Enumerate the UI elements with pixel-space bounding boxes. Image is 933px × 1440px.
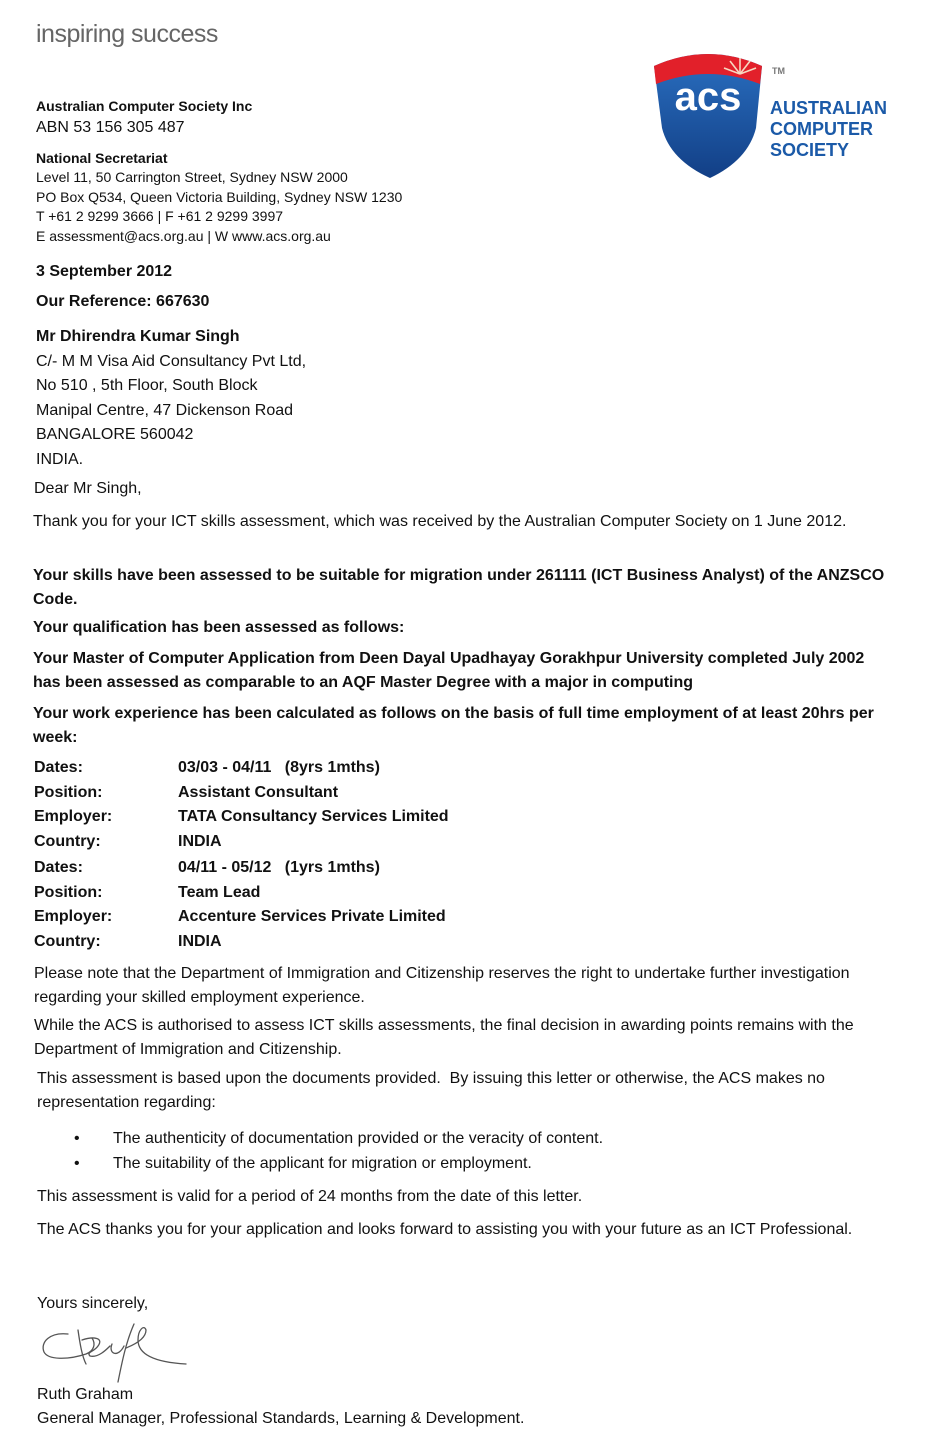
field-value: 04/11 - 05/12 (1yrs 1mths) [178, 859, 380, 876]
representation-list [74, 1126, 603, 1176]
field-value: Accenture Services Private Limited [178, 908, 446, 926]
tagline: inspiring success [36, 20, 218, 48]
address-line: Level 11, 50 Carrington Street, Sydney NSW 2000 [36, 169, 348, 185]
salutation: Dear Mr Singh, [34, 480, 142, 497]
trademark: TM [772, 66, 785, 76]
address-line: E assessment@acs.org.au | W www.acs.org.au [36, 227, 331, 244]
bullet-icon: • [74, 1130, 80, 1147]
field-value: Assistant Consultant [178, 783, 339, 801]
note-documents: This assessment is based upon the documents provided. By issuing this letter or otherwise, the ACS makes no representation regarding: [37, 1070, 830, 1111]
recipient-line: C/- M M Visa Aid Consultancy Pvt Ltd, [36, 352, 307, 370]
field-value: 03/03 - 04/11 (8yrs 1mths) [178, 759, 380, 776]
recipient-line: BANGALORE 560042 [36, 426, 194, 444]
employment-record [34, 856, 446, 954]
field-value: INDIA [178, 932, 222, 950]
list-item-text: The authenticity of documentation provided or the veracity of content. [113, 1130, 604, 1147]
field-label: Employer: [34, 908, 113, 926]
list-item [74, 1151, 603, 1176]
signature-icon [38, 1318, 198, 1388]
recipient-line: INDIA. [36, 450, 84, 468]
list-item-text: The suitability of the applicant for migration or employment. [113, 1155, 532, 1172]
recipient-address [36, 325, 306, 473]
address-line: T +61 2 9299 3666 | F +61 2 9299 3997 [36, 208, 284, 225]
recipient-line: Manipal Centre, 47 Dickenson Road [36, 401, 294, 419]
qualification-heading: Your qualification has been assessed as follows: [33, 619, 405, 636]
note-investigation: Please note that the Department of Immigration and Citizenship reserves the right to undertake further investigation regarding your skilled employment experience. [34, 965, 850, 1006]
validity-statement: This assessment is valid for a period of 24 months from the date of this letter. [37, 1188, 583, 1205]
letter-date: 3 September 2012 [36, 263, 173, 280]
reference-number: Our Reference: 667630 [36, 293, 210, 310]
address-line: PO Box Q534, Queen Victoria Building, Sydney NSW 1230 [36, 188, 403, 205]
field-label: Country: [34, 832, 101, 850]
signatory-title: General Manager, Professional Standards, Learning & Development. [37, 1410, 525, 1427]
acs-logo [648, 48, 898, 183]
work-experience-heading: Your work experience has been calculated as follows on the basis of full time employment of at least 20hrs per week: [33, 705, 874, 746]
bullet-icon: • [74, 1155, 80, 1172]
signatory-name: Ruth Graham [37, 1386, 134, 1403]
list-item [74, 1126, 603, 1151]
org-name: Australian Computer Society Inc [36, 98, 253, 114]
logo-name-line: COMPUTER [770, 119, 873, 139]
note-points-decision: While the ACS is authorised to assess ICT skills assessments, the final decision in awarding points remains with the Department of Immigration and Citizenship. [34, 1017, 854, 1058]
field-value: INDIA [178, 832, 222, 850]
acs-shield-icon [648, 48, 898, 183]
abn: ABN 53 156 305 487 [36, 119, 185, 136]
intro-paragraph: Thank you for your ICT skills assessment, which was received by the Australian Computer Society on 1 June 2012. [33, 513, 847, 530]
skills-paragraph: Your skills have been assessed to be suitable for migration under 261111 (ICT Business Analyst) of the ANZSCO Code. [33, 567, 885, 608]
recipient-line: No 510 , 5th Floor, South Block [36, 377, 258, 395]
field-label: Employer: [34, 808, 113, 826]
logo-name-line: AUSTRALIAN [770, 98, 887, 118]
signature [38, 1318, 198, 1393]
field-label: Position: [34, 783, 103, 801]
field-label: Dates: [34, 859, 83, 876]
logo-name-line: SOCIETY [770, 140, 850, 160]
field-value: TATA Consultancy Services Limited [178, 808, 449, 826]
employment-record [34, 756, 449, 854]
field-label: Dates: [34, 759, 83, 776]
thanks-paragraph: The ACS thanks you for your application and looks forward to assisting you with your future as an ICT Professional. [37, 1221, 853, 1238]
logo-mark: acs [674, 75, 742, 119]
secretariat-address [36, 168, 536, 246]
field-label: Country: [34, 932, 101, 950]
qualification-paragraph: Your Master of Computer Application from Deen Dayal Upadhayay Gorakhpur University completed July 2002 has been assessed as comparable to an AQF Master Degree with a major in computing [33, 650, 865, 691]
field-value: Team Lead [178, 883, 261, 901]
secretariat-heading: National Secretariat [36, 150, 168, 166]
field-label: Position: [34, 883, 103, 901]
closing: Yours sincerely, [37, 1295, 149, 1312]
recipient-name: Mr Dhirendra Kumar Singh [36, 328, 240, 345]
